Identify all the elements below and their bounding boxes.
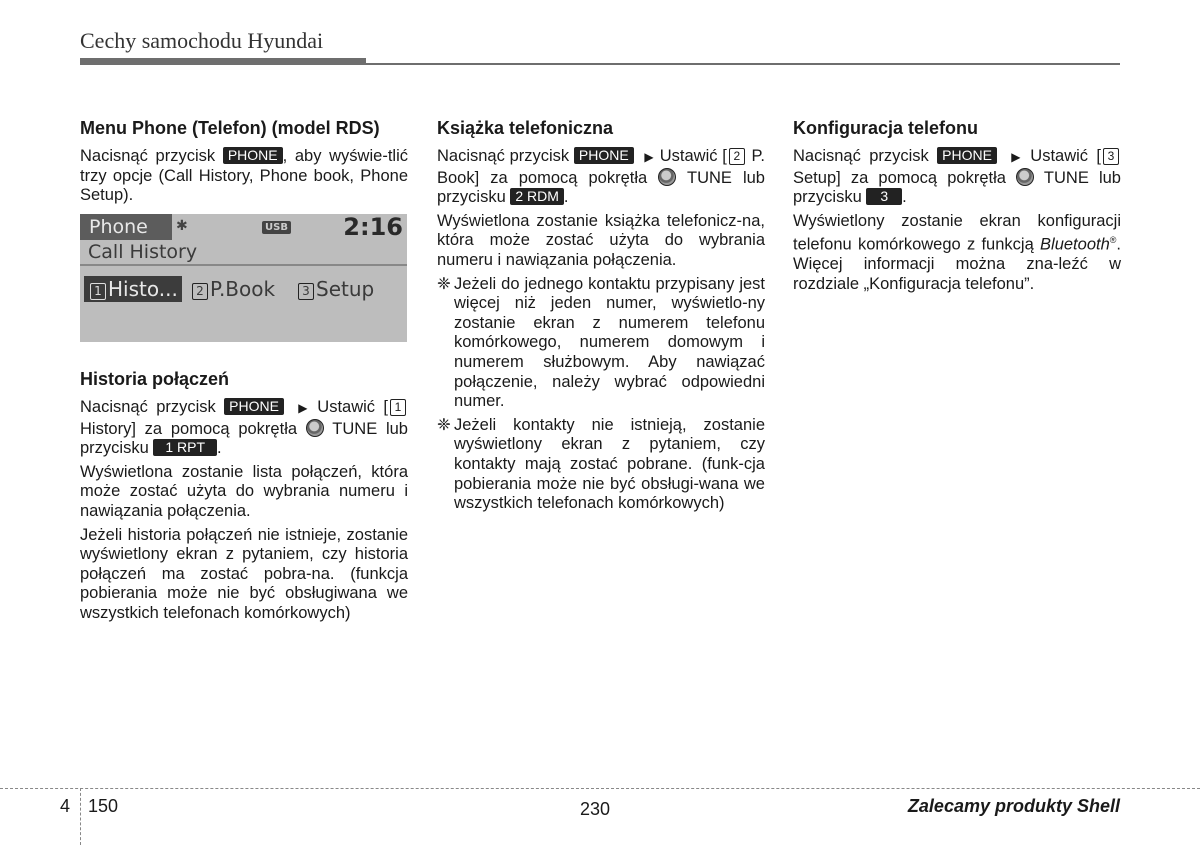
option-label: Setup [316,277,375,301]
paragraph: Wyświetlona zostanie lista połączeń, która może zostać użyta do wybrania numeru i nawiązania połączenia. [80,462,408,520]
note-mark-icon: ❈ [437,415,451,434]
chapter-number: 4 [60,796,71,816]
header-rule-thick [80,58,366,65]
text: Ustawić [ [317,398,388,416]
column-phone-menu [80,117,408,210]
text: Nacisnąć przycisk [437,147,570,165]
section-heading: Menu Phone (Telefon) (model RDS) [80,118,380,138]
page-number: 150 [88,796,119,816]
display-divider [80,264,407,266]
paragraph [437,147,765,208]
phone-button-label: PHONE [937,147,997,164]
display-subtitle: Call History [88,241,198,263]
option-label: Histo... [108,277,178,301]
bluetooth-text: Bluetooth [1040,235,1110,254]
display-option-setup [296,276,374,302]
number-2-icon: 2 [729,148,745,165]
text: TUNE lub przycisku [793,168,1121,207]
option-number: 1 [90,283,106,300]
arrow-right-icon: ▶ [1011,150,1025,164]
section-heading: Konfiguracja telefonu [793,118,979,138]
note [437,416,765,514]
text: Ustawić [ [1030,147,1101,165]
text: History] za pomocą pokrętła [80,419,298,438]
number-1-icon: 1 [390,399,406,416]
note [437,275,765,412]
button-3-label: 3 [866,188,902,205]
text: . [902,188,907,207]
usb-icon: USB [262,221,291,234]
footer-rule [0,788,1200,789]
footer-slogan: Zalecamy produkty Shell [907,796,1120,816]
paragraph [80,398,408,459]
display-clock: 2:16 [343,213,403,241]
section-heading: Historia połączeń [80,369,230,389]
tune-knob-icon [1016,168,1034,186]
arrow-right-icon: ▶ [298,401,312,415]
page-header-title: Cechy samochodu Hyundai [80,28,324,53]
column-phone-book [437,117,765,518]
text: Nacisnąć przycisk [793,147,929,165]
text: Nacisnąć przycisk [80,398,216,416]
sheet-number: 230 [580,799,611,819]
text: , aby wyświe-tlić trzy opcje (Call History, Phone book, Phone Setup). [80,147,408,205]
paragraph [793,212,1121,295]
tune-knob-icon [658,168,676,186]
phone-button-label: PHONE [223,147,283,164]
phone-button-label: PHONE [224,398,284,415]
phone-button-label: PHONE [574,147,634,164]
display-mode-label: Phone [80,214,172,240]
text: . [563,188,569,207]
number-3-icon: 3 [1103,148,1119,165]
option-label: P.Book [210,277,276,301]
arrow-right-icon: ▶ [644,150,654,164]
display-option-history [84,276,182,302]
text: . [217,439,222,458]
text: TUNE lub przycisku [80,419,408,458]
header-rule-thin [366,63,1120,65]
tune-knob-icon [306,419,324,437]
text: Jeżeli kontakty nie istnieją, zostanie wyświetlony ekran z pytaniem, czy kontakty mają zostać pobrane. (funk-cja pobierania może nie być obsługi-wana we wszystkich telefonach komórkowych) [454,415,765,513]
radio-display-screen [80,214,407,342]
text: P. Book] za pomocą pokrętła [437,147,765,187]
text: Jeżeli do jednego kontaktu przypisany jest więcej niż jeden numer, wyświetlo-ny zostanie ekran z numerem telefonu komórkowego, numerem domowym i numerem służbowym. Aby nawiązać połączenie, należy wybrać odpowiedni numer. [454,274,765,411]
column-call-history [80,368,408,628]
section-heading: Książka telefoniczna [437,118,614,138]
registered-mark: ® [1109,235,1117,246]
paragraph [793,147,1121,208]
bluetooth-icon: ✱ [176,218,188,234]
text: Nacisnąć przycisk [80,147,216,165]
option-number: 2 [192,283,208,300]
text: Setup] za pomocą pokrętła [793,168,1006,187]
text: Wyświetlony zostanie ekran konfiguracji telefonu komórkowego z funkcją [793,211,1121,254]
rdm-button-label: 2 RDM [510,188,564,205]
rpt-button-label: 1 RPT [153,439,217,456]
display-option-phonebook [190,276,275,302]
paragraph: Wyświetlona zostanie książka telefonicz-na, która może zostać użyta do wybrania numeru i nawiązania połączenia. [437,211,765,269]
paragraph: Jeżeli historia połączeń nie istnieje, zostanie wyświetlony ekran z pytaniem, czy historia połączeń ma zostać pobra-na. (funkcja pobierania może nie być obsługiwana we wszystkich telefonach komórkowych) [80,525,408,622]
paragraph [80,147,408,206]
text: TUNE lub przycisku [437,168,765,207]
option-number: 3 [298,283,314,300]
column-phone-setup [793,117,1121,299]
text: . Więcej informacji można zna-leźć w rozdziale „Konfiguracja telefonu”. [793,235,1121,294]
text: Ustawić [ [659,147,727,165]
note-mark-icon: ❈ [437,274,451,293]
footer-vertical-rule [80,788,81,845]
